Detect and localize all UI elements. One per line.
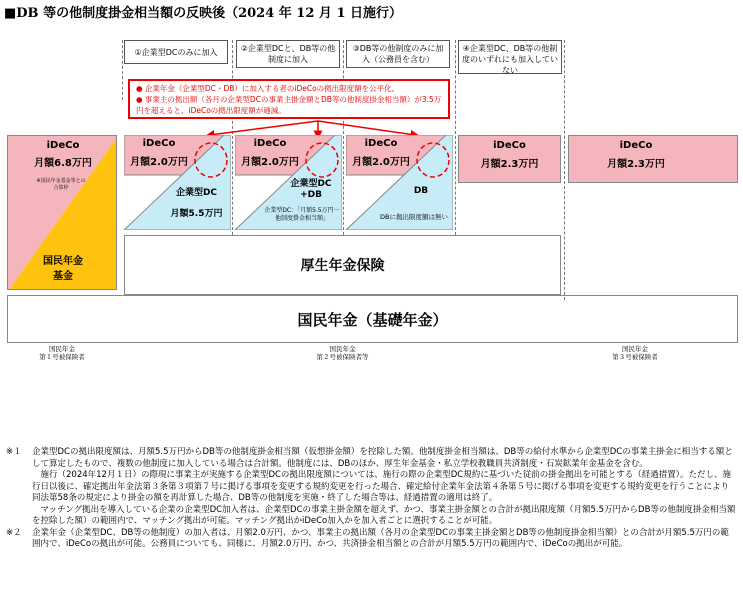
notice-line-1: ● 企業年金（企業型DC・DB）に加入する者のiDeCoの拠出限度額を公平化。 bbox=[136, 84, 400, 93]
column-header-4: ④企業型DC、DB等の他制度のいずれにも加入していない bbox=[458, 40, 562, 74]
col1-dc-amount: 月額5.5万円 bbox=[170, 209, 223, 219]
footnote-1 bbox=[6, 447, 736, 528]
col1-dc-label: 企業型DC bbox=[175, 188, 218, 198]
cat3-block bbox=[568, 135, 738, 183]
cat1-ideco-label: iDeCo bbox=[46, 140, 80, 151]
arrow-to-col3 bbox=[318, 121, 415, 135]
footnote-1-p1: 企業型DCの拠出限度額は、月額5.5万円からDB等の他制度掛金相当額（仮想掛金額）を控除した額。他制度掛金相当額は、DB等の給付水準から企業型DCの事業主掛金に相当する額として算定したもので、複数の他制度に加入している場合は合計額。他制度には、DBのほか、厚生年金基金・私立学校教職員共済制度・石炭鉱業年金基金を含む。 bbox=[32, 447, 733, 469]
col1-ideco-label: iDeCo bbox=[142, 138, 176, 149]
col4-ideco-label: iDeCo bbox=[493, 140, 526, 151]
col1-amount: 月額2.0万円 bbox=[130, 157, 188, 168]
kokumin-nenkin-block: 国民年金（基礎年金） bbox=[7, 295, 738, 343]
cat1-fund: 国民年金 基金 bbox=[43, 256, 83, 282]
col3-label: DB bbox=[413, 186, 429, 196]
footnote-2 bbox=[6, 528, 736, 551]
col2-amount: 月額2.0万円 bbox=[241, 157, 299, 168]
column-header-2: ②企業型DCと、DB等の他制度に加入 bbox=[236, 40, 340, 68]
arrow-to-col1 bbox=[210, 121, 318, 135]
col4-amount: 月額2.3万円 bbox=[480, 159, 539, 170]
footnote-1-mark: ※１ bbox=[6, 447, 22, 457]
footnote-1-p2: 施行（2024年12月１日）の際現に事業主が実施する企業型DCの拠出限度額については、施行の際の企業型DC規約に基づいた従前の掛金拠出を可能とする（経過措置）。ただし、施行日以後に、確定拠出年金法第３条第３項第７号に掲げる事項を変更する規約変更を行った場合、確定給付企業年金法第４条第５号に掲げる事項を変更する規約変更を行うことにより同法第58条の規定により掛金の額を再計算した場合、DB等の他制度を実施・終了した場合等は、経過措置の適用は終了。 bbox=[32, 470, 731, 503]
footnote-2-p1: 企業年金（企業型DC、DB等の他制度）の加入者は、月額2.0万円、かつ、事業主の拠出額（各月の企業型DCの事業主掛金額とDB等の他制度掛金相当額）との合計が月額5.5万円の範囲内で、iDeCoの拠出が可能。公務員についても、同様に、月額2.0万円、かつ、共済掛金相当額との合計が月額5.5万円の範囲内で、iDeCoの拠出が可能。 bbox=[32, 527, 729, 549]
col3-note: DBに拠出限度額は無い bbox=[380, 213, 448, 221]
col1-block bbox=[124, 135, 231, 230]
cat1-amount: 月額6.8万円 bbox=[34, 158, 92, 169]
col4-block bbox=[458, 135, 561, 183]
insured-cat3: 国民年金 第３号被保険者 bbox=[612, 345, 658, 361]
column-header-3: ③DB等の他制度のみに加入（公務員を含む） bbox=[346, 40, 450, 68]
cat1-note: ※国民年金基金等との合算枠 bbox=[36, 178, 86, 191]
col3-amount: 月額2.0万円 bbox=[352, 157, 410, 168]
footnote-2-mark: ※２ bbox=[6, 527, 22, 538]
insured-cat1: 国民年金 第１号被保険者 bbox=[39, 345, 85, 361]
col2-note: 企業型DC：「月額5.5万円－他制度掛金相当額」 bbox=[264, 207, 340, 222]
col3-block bbox=[346, 135, 453, 230]
notice-line-2: ● 事業主の拠出額（各月の企業型DCの事業主掛金額とDB等の他制度掛金相当額）が3.5万円を超えると、iDeCoの拠出限度額が逓減。 bbox=[136, 95, 442, 115]
col3-ideco-label: iDeCo bbox=[364, 138, 398, 149]
cat3-amount: 月額2.3万円 bbox=[607, 159, 665, 170]
cat3-ideco-label: iDeCo bbox=[619, 140, 653, 151]
footnote-1-p3: マッチング拠出を導入している企業の企業型DC加入者は、企業型DCの事業主掛金額を超えず、かつ、事業主掛金額との合計が拠出限度額（月額5.5万円からDB等の他制度掛金相当額を控除した額）の範囲内で、マッチング拠出が可能。マッチング拠出かiDeCo加入かを加入者ごとに選択することが可能。 bbox=[32, 504, 736, 526]
column-header-1: ①企業型DCのみに加入 bbox=[124, 40, 228, 64]
insured-cat2: 国民年金 第２号被保険者等 bbox=[316, 345, 369, 361]
col2-label: 企業型DC +DB bbox=[290, 179, 332, 200]
col2-ideco-label: iDeCo bbox=[253, 138, 287, 149]
col2-block bbox=[235, 135, 342, 230]
cat1-block bbox=[7, 135, 117, 290]
page-title: ■DB 等の他制度掛金相当額の反映後（2024 年 12 月 1 日施行） bbox=[4, 6, 403, 21]
footnotes bbox=[6, 447, 736, 551]
kosei-nenkin-block: 厚生年金保険 bbox=[124, 235, 561, 295]
